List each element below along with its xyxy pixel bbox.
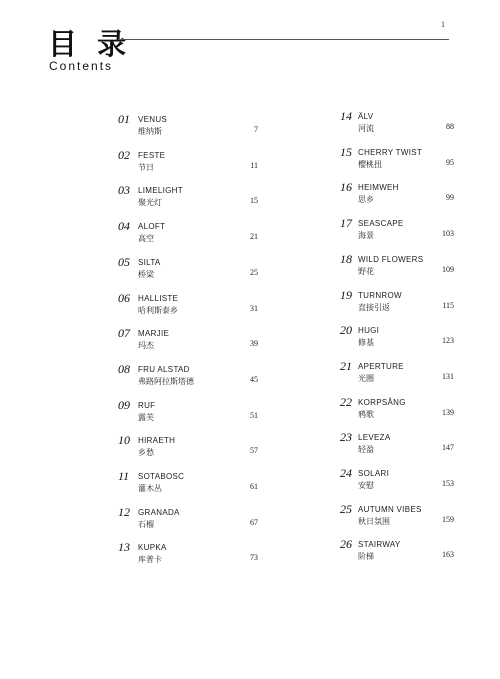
toc-entry[interactable] bbox=[340, 396, 454, 424]
toc-entry-title-zh: 库普卡 bbox=[138, 555, 162, 565]
toc-entry-title-zh: 桥梁 bbox=[138, 269, 154, 279]
toc-entry-title-en: KUPKA bbox=[138, 543, 167, 553]
toc-entry-title-zh: 直接引返 bbox=[358, 302, 390, 312]
toc-entry-title-zh: 乡愁 bbox=[138, 448, 154, 458]
toc-entry-title-zh: 安慰 bbox=[358, 481, 374, 490]
toc-entry-title-en: SOLARI bbox=[358, 469, 390, 478]
toc-entry-page: 163 bbox=[442, 550, 454, 560]
toc-entry-number: 14 bbox=[340, 109, 352, 123]
toc-entry-title-en: CHERRY TWIST bbox=[358, 147, 423, 157]
toc-entry-page: 153 bbox=[442, 479, 454, 488]
toc-entry-title-zh: 鸦歌 bbox=[358, 409, 374, 419]
toc-entry[interactable] bbox=[340, 467, 454, 495]
toc-entry[interactable] bbox=[118, 434, 258, 462]
toc-entry-number: 24 bbox=[340, 466, 352, 480]
toc-entry-number: 18 bbox=[340, 251, 352, 266]
toc-entry-number: 04 bbox=[118, 219, 130, 234]
toc-entry-page: 31 bbox=[250, 303, 258, 313]
toc-entry-title-zh: 露芙 bbox=[138, 412, 154, 422]
toc-entry-title-en: SILTA bbox=[138, 257, 161, 267]
toc-entry-page: 131 bbox=[442, 371, 454, 381]
toc-entry-number: 08 bbox=[118, 361, 130, 376]
toc-entry-number: 25 bbox=[340, 501, 352, 516]
toc-entry-title-zh: 阶梯 bbox=[358, 552, 374, 562]
toc-entry[interactable] bbox=[340, 324, 454, 352]
toc-entry-title-zh: 哈利斯泰乡 bbox=[138, 305, 178, 315]
toc-entry-number: 02 bbox=[118, 147, 130, 162]
toc-entry[interactable] bbox=[340, 289, 454, 317]
toc-entry[interactable] bbox=[118, 363, 258, 391]
toc-entry[interactable] bbox=[118, 292, 258, 320]
toc-entry-page: 21 bbox=[250, 232, 258, 242]
toc-entry-page: 95 bbox=[446, 157, 454, 167]
toc-entry[interactable] bbox=[340, 181, 454, 209]
toc-entry[interactable] bbox=[118, 184, 258, 212]
toc-entry-number: 21 bbox=[340, 358, 352, 373]
toc-entry-title-en: TURNROW bbox=[358, 290, 402, 300]
toc-entry[interactable] bbox=[340, 538, 454, 566]
toc-entry-page: 45 bbox=[250, 374, 258, 384]
toc-entry[interactable] bbox=[118, 470, 258, 498]
toc-entry[interactable] bbox=[118, 327, 258, 355]
toc-entry-title-zh: 海景 bbox=[358, 231, 374, 241]
page-subtitle: Contents bbox=[49, 59, 114, 73]
toc-entry-title-en: ÄLV bbox=[358, 112, 374, 121]
toc-entry-title-zh: 维纳斯 bbox=[138, 127, 162, 136]
toc-entry-page: 103 bbox=[442, 229, 454, 239]
toc-entry[interactable] bbox=[118, 541, 258, 569]
toc-entry-page: 51 bbox=[250, 410, 258, 420]
toc-entry-page: 57 bbox=[250, 446, 258, 456]
toc-entry-page: 123 bbox=[442, 336, 454, 346]
toc-entry-title-en: VENUS bbox=[138, 115, 168, 124]
toc-entry-page: 15 bbox=[250, 196, 258, 206]
toc-entry-title-en: FRU ALSTAD bbox=[138, 364, 190, 374]
toc-entry-number: 13 bbox=[118, 540, 130, 555]
toc-entry-title-zh: 秋日氛围 bbox=[358, 516, 390, 526]
toc-entry-number: 23 bbox=[340, 430, 352, 445]
toc-entry-title-zh: 河流 bbox=[358, 124, 374, 133]
toc-entry-page: 25 bbox=[250, 267, 258, 277]
toc-entry-title-en: WILD FLOWERS bbox=[358, 254, 424, 264]
toc-entry-title-en: HALLISTE bbox=[138, 293, 179, 303]
toc-entry-number: 11 bbox=[118, 469, 130, 483]
toc-entry[interactable] bbox=[340, 360, 454, 388]
toc-entry-page: 61 bbox=[250, 482, 258, 491]
toc-entry[interactable] bbox=[118, 506, 258, 534]
toc-entry-page: 67 bbox=[250, 517, 258, 527]
toc-entry-title-en: HEIMWEH bbox=[358, 183, 399, 193]
toc-entry-title-en: STAIRWAY bbox=[358, 540, 401, 550]
toc-entry-number: 01 bbox=[118, 112, 130, 126]
toc-entry-page: 88 bbox=[446, 122, 454, 131]
page-title: 目 录 bbox=[48, 27, 132, 61]
toc-entry-number: 07 bbox=[118, 326, 130, 341]
toc-entry-number: 12 bbox=[118, 504, 130, 519]
toc-entry-title-en: FESTE bbox=[138, 150, 166, 160]
toc-entry-page: 7 bbox=[254, 125, 258, 134]
toc-entry-title-en: APERTURE bbox=[358, 361, 404, 371]
toc-entry-number: 22 bbox=[340, 394, 352, 409]
toc-entry-title-zh: 光圈 bbox=[358, 373, 374, 383]
toc-entry[interactable] bbox=[118, 220, 258, 248]
toc-entry-number: 05 bbox=[118, 254, 130, 269]
toc-entry[interactable] bbox=[118, 113, 258, 141]
toc-entry-title-zh: 高空 bbox=[138, 234, 154, 244]
toc-entry-title-zh: 节日 bbox=[138, 162, 154, 172]
title-divider bbox=[118, 39, 449, 40]
toc-entry-title-en: GRANADA bbox=[138, 507, 180, 517]
toc-entry[interactable] bbox=[340, 431, 454, 459]
toc-entry-title-en: AUTUMN VIBES bbox=[358, 504, 422, 514]
toc-entry-title-zh: 灌木丛 bbox=[138, 484, 162, 493]
toc-entry-number: 19 bbox=[340, 287, 352, 302]
toc-entry-number: 03 bbox=[118, 183, 130, 198]
toc-entry[interactable] bbox=[118, 399, 258, 427]
toc-entry-title-zh: 修基 bbox=[358, 338, 374, 348]
toc-entry-number: 20 bbox=[340, 323, 352, 338]
toc-entry-page: 115 bbox=[442, 300, 454, 310]
toc-entry[interactable] bbox=[340, 217, 454, 245]
toc-entry[interactable] bbox=[118, 256, 258, 284]
toc-entry-title-zh: 石榴 bbox=[138, 519, 154, 529]
toc-entry-title-zh: 轻盈 bbox=[358, 445, 374, 455]
toc-entry-number: 15 bbox=[340, 144, 352, 159]
toc-entry-number: 09 bbox=[118, 397, 130, 412]
toc-entry-number: 16 bbox=[340, 180, 352, 195]
toc-entry-title-zh: 聚光灯 bbox=[138, 198, 162, 208]
toc-entry-title-zh: 玛杰 bbox=[138, 341, 154, 351]
toc-entry[interactable] bbox=[340, 146, 454, 174]
toc-entry-title-en: SEASCAPE bbox=[358, 219, 404, 229]
toc-entry-title-zh: 思乡 bbox=[358, 195, 374, 205]
toc-entry-page: 109 bbox=[442, 264, 454, 274]
toc-entry-page: 159 bbox=[442, 514, 454, 524]
toc-entry-title-en: HIRAETH bbox=[138, 436, 176, 446]
toc-entry-number: 10 bbox=[118, 433, 130, 448]
toc-entry-page: 99 bbox=[446, 193, 454, 203]
toc-entry-title-en: SOTABOSC bbox=[138, 472, 185, 481]
toc-entry-page: 11 bbox=[250, 160, 258, 170]
toc-entry[interactable] bbox=[118, 149, 258, 177]
toc-entry[interactable] bbox=[340, 503, 454, 531]
toc-entry-title-zh: 樱桃扭 bbox=[358, 159, 382, 169]
toc-entry-number: 06 bbox=[118, 290, 130, 305]
toc-entry-page: 73 bbox=[250, 553, 258, 563]
toc-entry-page: 39 bbox=[250, 339, 258, 349]
toc-entry[interactable] bbox=[340, 110, 454, 138]
toc-entry-number: 26 bbox=[340, 537, 352, 552]
toc-entry-title-zh: 弗路阿拉斯塔德 bbox=[138, 376, 194, 386]
toc-entry-number: 17 bbox=[340, 216, 352, 231]
toc-entry-title-en: MARJIE bbox=[138, 329, 170, 339]
page-number: 1 bbox=[441, 20, 445, 29]
toc-entry-title-zh: 野花 bbox=[358, 266, 374, 276]
toc-entry-title-en: LIMELIGHT bbox=[138, 186, 183, 196]
toc-entry-title-en: LEVEZA bbox=[358, 433, 391, 443]
toc-entry-page: 139 bbox=[442, 407, 454, 417]
toc-entry-page: 147 bbox=[442, 443, 454, 453]
toc-entry[interactable] bbox=[340, 253, 454, 281]
toc-entry-title-en: KORPSÅNG bbox=[358, 397, 406, 407]
toc-entry-title-en: ALOFT bbox=[138, 222, 166, 232]
toc-entry-title-en: HUGI bbox=[358, 326, 380, 336]
toc-entry-title-en: RUF bbox=[138, 400, 156, 410]
